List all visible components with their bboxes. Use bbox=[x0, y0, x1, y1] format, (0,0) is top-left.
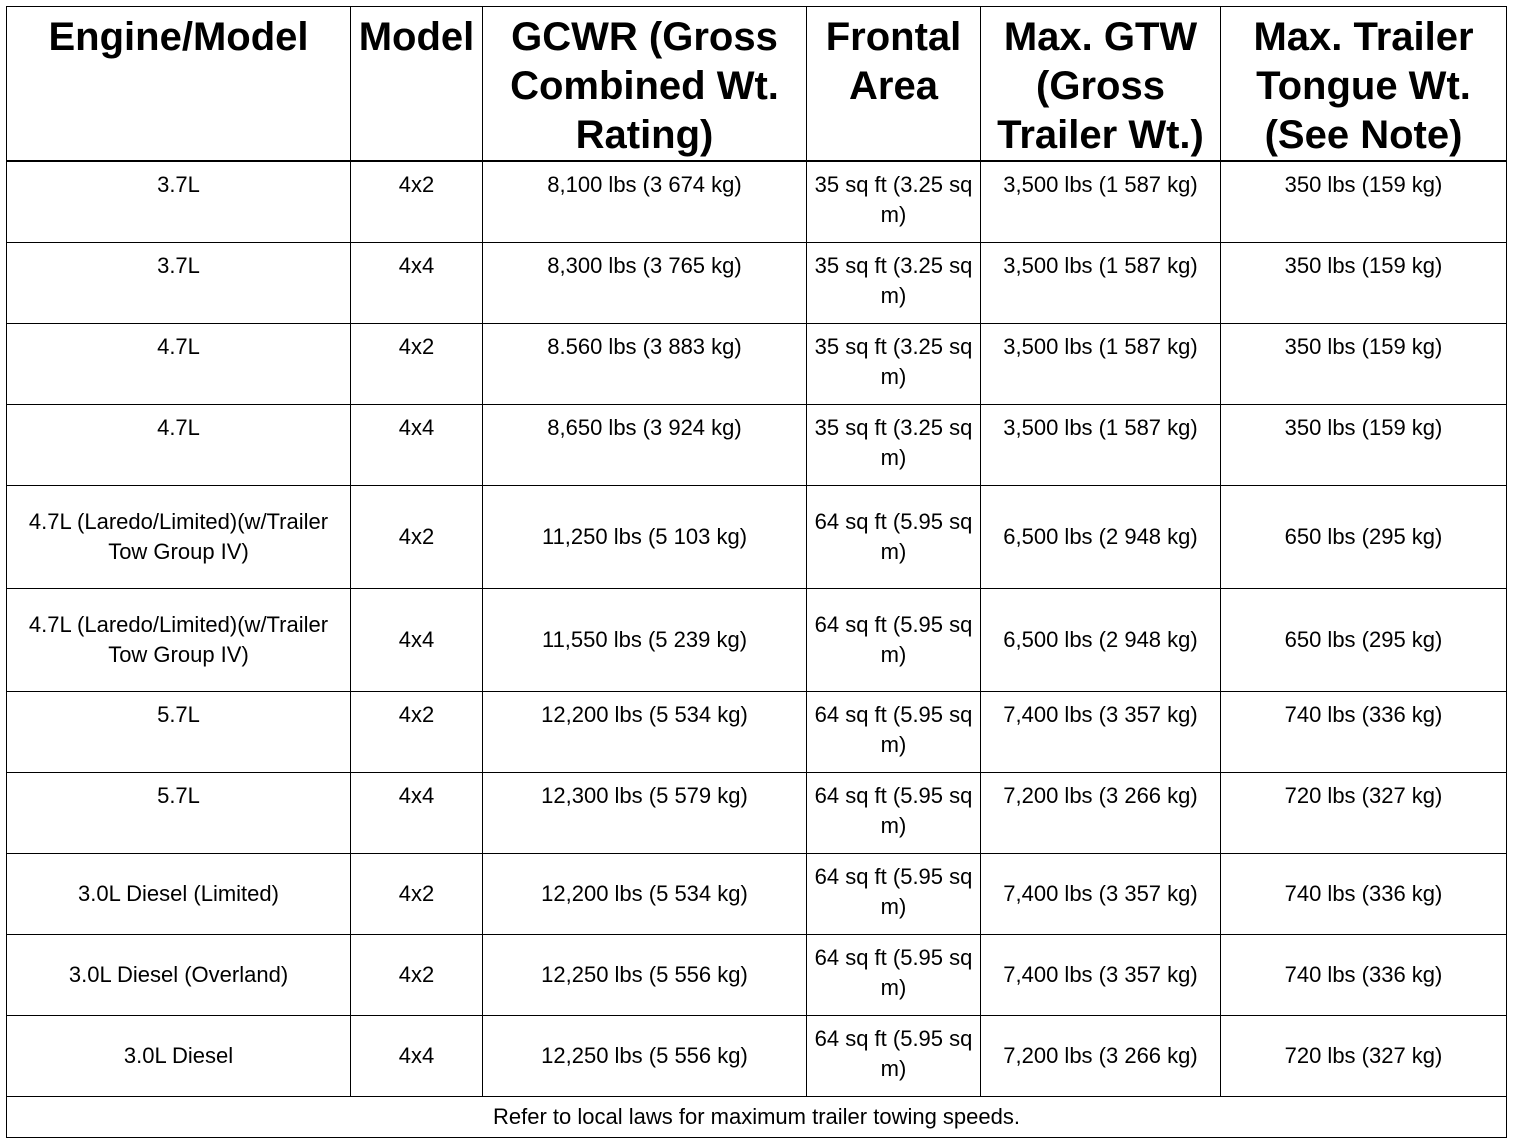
cell-frontal-area: 64 sq ft (5.95 sq m) bbox=[807, 692, 981, 773]
cell-max-gtw: 3,500 lbs (1 587 kg) bbox=[981, 324, 1221, 405]
cell-engine-model: 3.7L bbox=[7, 243, 351, 324]
cell-model: 4x4 bbox=[351, 589, 483, 692]
cell-engine-model: 4.7L (Laredo/Limited)(w/Trailer Tow Group IV) bbox=[7, 486, 351, 589]
cell-engine-model: 4.7L (Laredo/Limited)(w/Trailer Tow Group IV) bbox=[7, 589, 351, 692]
cell-frontal-area: 35 sq ft (3.25 sq m) bbox=[807, 324, 981, 405]
header-engine-model: Engine/Model bbox=[7, 7, 351, 162]
cell-gcwr: 8.560 lbs (3 883 kg) bbox=[483, 324, 807, 405]
cell-model: 4x2 bbox=[351, 935, 483, 1016]
header-model: Model bbox=[351, 7, 483, 162]
footnote-row bbox=[7, 1097, 1507, 1138]
table-row bbox=[7, 486, 1507, 589]
cell-model: 4x2 bbox=[351, 161, 483, 243]
header-gcwr: GCWR (Gross Combined Wt. Rating) bbox=[483, 7, 807, 162]
cell-frontal-area: 35 sq ft (3.25 sq m) bbox=[807, 161, 981, 243]
cell-gcwr: 12,250 lbs (5 556 kg) bbox=[483, 935, 807, 1016]
cell-max-gtw: 6,500 lbs (2 948 kg) bbox=[981, 589, 1221, 692]
cell-model: 4x2 bbox=[351, 854, 483, 935]
cell-max-tongue-wt: 350 lbs (159 kg) bbox=[1221, 243, 1507, 324]
cell-model: 4x2 bbox=[351, 692, 483, 773]
cell-frontal-area: 64 sq ft (5.95 sq m) bbox=[807, 935, 981, 1016]
cell-model: 4x4 bbox=[351, 1016, 483, 1097]
cell-max-gtw: 7,200 lbs (3 266 kg) bbox=[981, 773, 1221, 854]
cell-frontal-area: 35 sq ft (3.25 sq m) bbox=[807, 405, 981, 486]
cell-max-tongue-wt: 350 lbs (159 kg) bbox=[1221, 405, 1507, 486]
cell-gcwr: 8,650 lbs (3 924 kg) bbox=[483, 405, 807, 486]
cell-max-gtw: 3,500 lbs (1 587 kg) bbox=[981, 405, 1221, 486]
table-row bbox=[7, 935, 1507, 1016]
cell-engine-model: 3.0L Diesel (Overland) bbox=[7, 935, 351, 1016]
cell-frontal-area: 35 sq ft (3.25 sq m) bbox=[807, 243, 981, 324]
cell-max-tongue-wt: 740 lbs (336 kg) bbox=[1221, 692, 1507, 773]
table-row bbox=[7, 1016, 1507, 1097]
cell-max-tongue-wt: 350 lbs (159 kg) bbox=[1221, 161, 1507, 243]
cell-gcwr: 12,250 lbs (5 556 kg) bbox=[483, 1016, 807, 1097]
cell-gcwr: 8,300 lbs (3 765 kg) bbox=[483, 243, 807, 324]
cell-engine-model: 3.0L Diesel bbox=[7, 1016, 351, 1097]
table-row bbox=[7, 324, 1507, 405]
cell-max-tongue-wt: 350 lbs (159 kg) bbox=[1221, 324, 1507, 405]
cell-frontal-area: 64 sq ft (5.95 sq m) bbox=[807, 773, 981, 854]
cell-model: 4x2 bbox=[351, 486, 483, 589]
cell-frontal-area: 64 sq ft (5.95 sq m) bbox=[807, 1016, 981, 1097]
cell-max-tongue-wt: 740 lbs (336 kg) bbox=[1221, 935, 1507, 1016]
cell-max-gtw: 7,400 lbs (3 357 kg) bbox=[981, 692, 1221, 773]
cell-max-gtw: 3,500 lbs (1 587 kg) bbox=[981, 161, 1221, 243]
cell-engine-model: 3.0L Diesel (Limited) bbox=[7, 854, 351, 935]
header-max-gtw: Max. GTW (Gross Trailer Wt.) bbox=[981, 7, 1221, 162]
header-max-tongue-wt: Max. Trailer Tongue Wt. (See Note) bbox=[1221, 7, 1507, 162]
cell-engine-model: 5.7L bbox=[7, 773, 351, 854]
cell-gcwr: 12,200 lbs (5 534 kg) bbox=[483, 692, 807, 773]
table-row bbox=[7, 692, 1507, 773]
cell-model: 4x4 bbox=[351, 405, 483, 486]
cell-max-tongue-wt: 650 lbs (295 kg) bbox=[1221, 589, 1507, 692]
header-frontal-area: Frontal Area bbox=[807, 7, 981, 162]
cell-engine-model: 4.7L bbox=[7, 405, 351, 486]
cell-max-gtw: 7,200 lbs (3 266 kg) bbox=[981, 1016, 1221, 1097]
cell-max-gtw: 7,400 lbs (3 357 kg) bbox=[981, 854, 1221, 935]
cell-max-tongue-wt: 720 lbs (327 kg) bbox=[1221, 773, 1507, 854]
towing-spec-table bbox=[6, 6, 1507, 1138]
cell-frontal-area: 64 sq ft (5.95 sq m) bbox=[807, 486, 981, 589]
table-row bbox=[7, 161, 1507, 243]
table-row bbox=[7, 589, 1507, 692]
table-row bbox=[7, 854, 1507, 935]
cell-model: 4x4 bbox=[351, 243, 483, 324]
table-row bbox=[7, 773, 1507, 854]
cell-max-gtw: 6,500 lbs (2 948 kg) bbox=[981, 486, 1221, 589]
table-row bbox=[7, 405, 1507, 486]
cell-gcwr: 11,250 lbs (5 103 kg) bbox=[483, 486, 807, 589]
cell-frontal-area: 64 sq ft (5.95 sq m) bbox=[807, 854, 981, 935]
cell-max-gtw: 7,400 lbs (3 357 kg) bbox=[981, 935, 1221, 1016]
cell-engine-model: 5.7L bbox=[7, 692, 351, 773]
table-row bbox=[7, 243, 1507, 324]
cell-gcwr: 8,100 lbs (3 674 kg) bbox=[483, 161, 807, 243]
cell-max-tongue-wt: 650 lbs (295 kg) bbox=[1221, 486, 1507, 589]
cell-gcwr: 11,550 lbs (5 239 kg) bbox=[483, 589, 807, 692]
cell-frontal-area: 64 sq ft (5.95 sq m) bbox=[807, 589, 981, 692]
cell-gcwr: 12,200 lbs (5 534 kg) bbox=[483, 854, 807, 935]
cell-max-tongue-wt: 720 lbs (327 kg) bbox=[1221, 1016, 1507, 1097]
cell-model: 4x2 bbox=[351, 324, 483, 405]
footnote: Refer to local laws for maximum trailer towing speeds. bbox=[7, 1097, 1507, 1138]
header-row bbox=[7, 7, 1507, 162]
cell-gcwr: 12,300 lbs (5 579 kg) bbox=[483, 773, 807, 854]
cell-engine-model: 4.7L bbox=[7, 324, 351, 405]
cell-max-tongue-wt: 740 lbs (336 kg) bbox=[1221, 854, 1507, 935]
cell-model: 4x4 bbox=[351, 773, 483, 854]
cell-max-gtw: 3,500 lbs (1 587 kg) bbox=[981, 243, 1221, 324]
cell-engine-model: 3.7L bbox=[7, 161, 351, 243]
